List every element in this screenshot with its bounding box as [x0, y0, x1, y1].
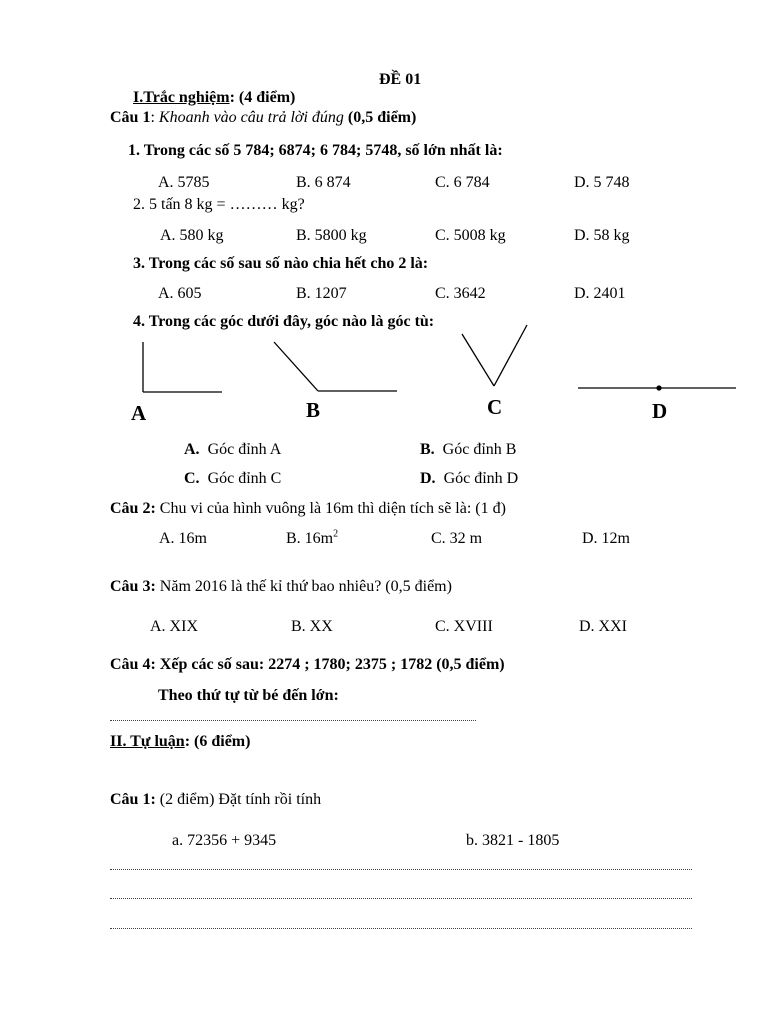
q2-option-c[interactable]: C. 32 m	[431, 530, 483, 547]
q1-item3-option-c[interactable]: C. 3642	[435, 285, 486, 302]
q3-option-d[interactable]: D. XXI	[579, 618, 627, 635]
essay1-part-a: a. 72356 + 9345	[172, 832, 277, 849]
q2-label: Câu 2:	[110, 500, 156, 517]
q1-item2-option-d[interactable]: D. 58 kg	[574, 227, 630, 244]
q1-item1-text: 1. Trong các số 5 784; 6874; 6 784; 5748, số lớn nhất là:	[128, 142, 503, 159]
q1-item2-option-c[interactable]: C. 5008 kg	[435, 227, 506, 244]
part2-points: : (6 điểm)	[184, 733, 251, 750]
q4-header	[110, 657, 505, 673]
angle-a-figure	[143, 342, 222, 392]
option-vertex: D	[506, 470, 519, 487]
q1-item4-option-d[interactable]	[420, 471, 518, 487]
option-text: Góc đỉnh	[442, 441, 502, 458]
q1-points: (0,5 điểm)	[343, 109, 417, 126]
essay1-part-b: b. 3821 - 1805	[466, 832, 560, 849]
part1-points: : (4 điểm)	[229, 89, 296, 106]
angle-label-a: A	[131, 401, 147, 425]
exam-title: ĐỀ 01	[379, 71, 422, 88]
option-letter: D.	[420, 470, 436, 487]
q1-item4-option-c[interactable]	[184, 471, 281, 487]
option-letter: C.	[184, 470, 200, 487]
q1-item3-text: 3. Trong các số sau số nào chia hết cho 2 là:	[133, 255, 429, 272]
q2-option-d[interactable]: D. 12m	[582, 530, 630, 547]
q1-item1-option-d[interactable]: D. 5 748	[574, 174, 630, 191]
q1-item3-option-d[interactable]: D. 2401	[574, 285, 626, 302]
option-vertex: B	[505, 441, 517, 458]
angle-c-figure	[462, 325, 527, 386]
q4-answer-line[interactable]	[110, 720, 476, 721]
angle-label-c: C	[487, 395, 503, 419]
q2-text: Chu vi của hình vuông là 16m thì diện tích sẽ là: (1 đ)	[159, 500, 506, 517]
q2-option-b-exponent: 2	[333, 528, 339, 540]
option-vertex: A	[269, 441, 282, 458]
answer-line-2[interactable]	[110, 898, 692, 899]
part2-heading	[110, 734, 250, 750]
answer-line-3[interactable]	[110, 928, 692, 929]
angle-label-b: B	[306, 398, 321, 422]
q2-header	[110, 501, 506, 517]
q3-option-a[interactable]: A. XIX	[150, 618, 198, 635]
option-text: Góc đỉnh	[443, 470, 503, 487]
q1-item2-text: 2. 5 tấn 8 kg = ……… kg?	[133, 196, 305, 213]
q4-label: Câu 4:	[110, 656, 156, 673]
part1-heading-label: I.Trắc nghiệm	[133, 89, 230, 106]
option-letter: A.	[184, 441, 200, 458]
q4-text: Xếp các số sau: 2274 ; 1780; 2375 ; 1782 (0,5 điểm)	[159, 656, 505, 673]
q1-item1-option-c[interactable]: C. 6 784	[435, 174, 490, 191]
option-letter: B.	[420, 441, 435, 458]
option-text: Góc đỉnh	[207, 470, 267, 487]
angle-figures	[0, 0, 768, 440]
q1-instruction: Khoanh vào câu trả lời đúng	[158, 109, 344, 126]
q1-item3-option-a[interactable]: A. 605	[158, 285, 202, 302]
q3-text: Năm 2016 là thế kỉ thứ bao nhiêu? (0,5 điểm)	[159, 578, 452, 595]
angle-b-figure	[274, 342, 397, 391]
q1-item2-option-b[interactable]: B. 5800 kg	[296, 227, 367, 244]
q1-item4-option-b[interactable]	[420, 442, 516, 458]
angle-label-d: D	[652, 399, 668, 423]
q1-item1-option-a[interactable]: A. 5785	[158, 174, 210, 191]
q3-option-c[interactable]: C. XVIII	[435, 618, 493, 635]
q1-label: Câu 1	[110, 109, 151, 126]
q1-item1-option-b[interactable]: B. 6 874	[296, 174, 351, 191]
essay1-label: Câu 1:	[110, 791, 156, 808]
q1-sep: :	[150, 109, 159, 126]
q1-item4-option-a[interactable]	[184, 442, 281, 458]
q1-item2-option-a[interactable]: A. 580 kg	[160, 227, 224, 244]
q2-option-b[interactable]	[286, 528, 339, 547]
q3-option-b[interactable]: B. XX	[291, 618, 333, 635]
essay1-header	[110, 792, 321, 808]
q4-subtext: Theo thứ tự từ bé đến lớn:	[158, 687, 339, 704]
option-vertex: C	[270, 470, 282, 487]
q3-header	[110, 579, 452, 595]
essay1-text: (2 điểm) Đặt tính rồi tính	[159, 791, 322, 808]
part2-heading-label: II. Tự luận	[110, 733, 185, 750]
q2-option-a[interactable]: A. 16m	[159, 530, 207, 547]
q3-label: Câu 3:	[110, 578, 156, 595]
option-text: Góc đỉnh	[207, 441, 267, 458]
angle-d-figure	[578, 385, 736, 390]
q1-item4-text: 4. Trong các góc dưới đây, góc nào là góc tù:	[133, 313, 435, 330]
q1-item3-option-b[interactable]: B. 1207	[296, 285, 347, 302]
q2-option-b-text: B. 16m	[286, 530, 334, 547]
answer-line-1[interactable]	[110, 869, 692, 870]
